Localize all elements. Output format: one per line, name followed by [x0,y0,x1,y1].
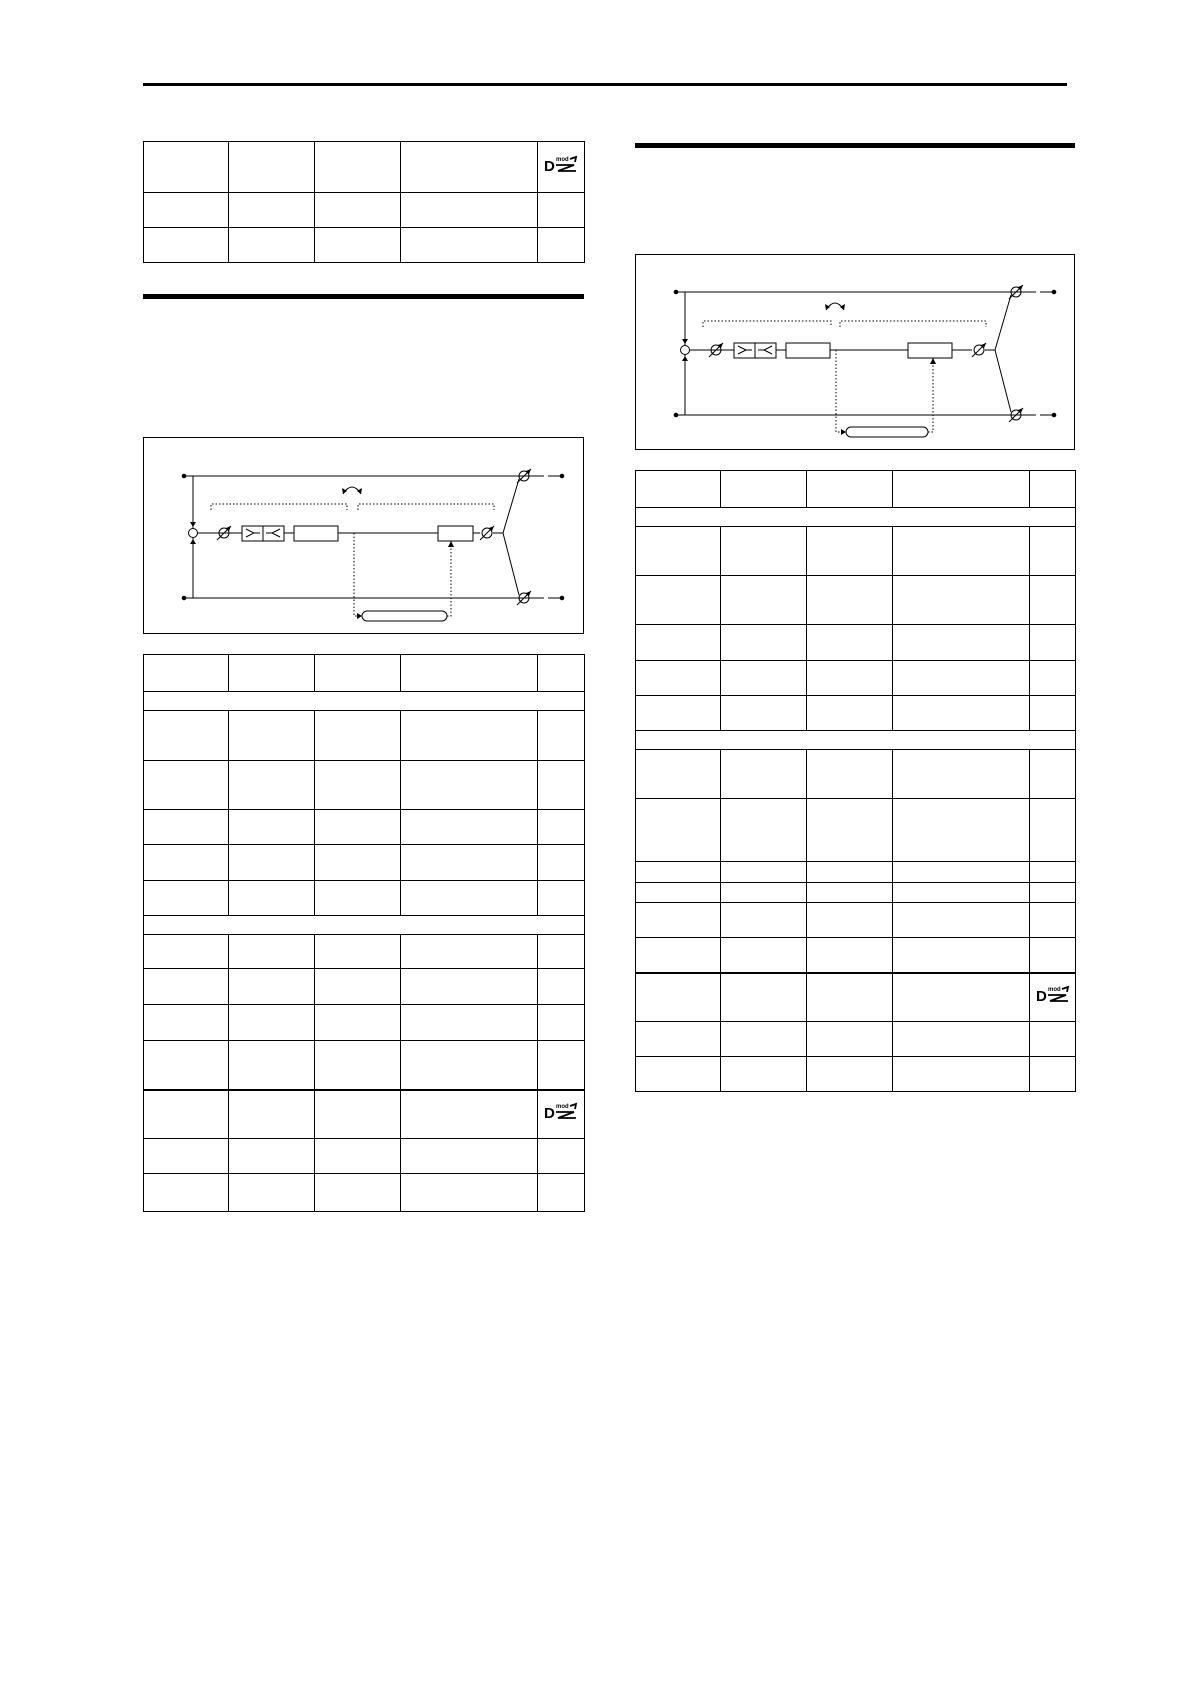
table-cell [401,1174,538,1212]
dmod-logo-d: D [544,157,555,175]
table-cell [401,881,538,916]
table-cell [144,969,229,1005]
table-cell [893,903,1030,938]
table-cell [538,711,585,761]
right-diagram-svg [636,255,1076,451]
table-cell [721,883,807,903]
table-cell [893,527,1030,576]
table-cell [315,228,401,263]
table-cell [807,883,893,903]
table-row [144,845,585,881]
right-section-rule [635,143,1075,148]
table-cell [721,696,807,731]
table-header-cell [229,655,315,692]
table-header-cell [807,471,893,508]
table-cell [229,1041,315,1090]
table-header-row [144,655,585,692]
table-section-label [636,731,1076,750]
table-cell [401,193,538,228]
table-cell [1030,1022,1076,1057]
table-header-cell [401,655,538,692]
table-cell [893,696,1030,731]
table-cell [144,935,229,969]
table-cell [636,938,721,973]
table-cell [401,935,538,969]
table-cell [538,761,585,810]
dmod-logo-d: D [544,1104,555,1122]
table-cell [893,1057,1030,1092]
table-cell [538,1139,585,1174]
table-cell [144,1005,229,1041]
table-cell [807,862,893,883]
table-cell [315,761,401,810]
table-cell [636,903,721,938]
table-cell [401,845,538,881]
table-cell [807,1022,893,1057]
table-cell [807,750,893,799]
table-row [144,810,585,845]
table-section-row [144,916,585,935]
page-header-rule [143,83,1067,86]
table-cell [807,625,893,661]
table-cell [721,973,807,1022]
table-header-cell [893,471,1030,508]
table-cell [144,1090,229,1139]
table-cell [807,696,893,731]
table-row [144,193,585,228]
table-header-cell [315,655,401,692]
table-cell [144,193,229,228]
dmod-logo-mod: mod [1047,986,1061,993]
table-cell [144,845,229,881]
dmod-logo-d: D [1035,987,1047,1005]
table-cell [315,1005,401,1041]
table-cell [144,142,229,193]
table-cell [636,527,721,576]
table-cell [144,711,229,761]
table-cell [229,1139,315,1174]
table-cell [315,142,401,193]
table-cell [315,193,401,228]
table-cell [538,881,585,916]
table-row [144,761,585,810]
table-cell [538,969,585,1005]
table-cell [1030,696,1076,731]
table-cell [721,1022,807,1057]
table-header-cell [144,655,229,692]
table-cell [315,881,401,916]
table-cell [1030,661,1076,696]
dmod-icon [1036,985,1070,1005]
table-cell [229,969,315,1005]
table-cell [893,576,1030,625]
table-cell [538,1174,585,1212]
table-cell [1030,862,1076,883]
table-cell [721,527,807,576]
table-cell [636,661,721,696]
table-cell [636,883,721,903]
table-cell [721,750,807,799]
table-row [636,862,1076,883]
table-row [144,881,585,916]
table-row [636,527,1076,576]
table-cell [315,1139,401,1174]
table-cell [636,625,721,661]
dmod-icon [544,1102,578,1122]
table-cell [401,1139,538,1174]
table-cell [636,799,721,862]
table-row [636,696,1076,731]
table-cell [807,799,893,862]
table-cell [807,661,893,696]
table-row [144,228,585,263]
table-cell [401,1041,538,1090]
table-cell [229,711,315,761]
table-cell [721,1057,807,1092]
table-cell [229,1005,315,1041]
table-cell [636,696,721,731]
table-cell [315,969,401,1005]
table-section-label [144,692,585,711]
table-cell [538,193,585,228]
table-cell [229,935,315,969]
table-cell [144,228,229,263]
table-cell [229,881,315,916]
table-cell [893,862,1030,883]
table-row [636,973,1076,1022]
table-cell [401,142,538,193]
table-cell [1030,973,1076,1022]
table-section-row [636,731,1076,750]
table-row [144,1041,585,1090]
table-cell [315,711,401,761]
table-cell [1030,903,1076,938]
table-row [144,711,585,761]
table-cell [229,761,315,810]
table-cell [229,845,315,881]
table-row [144,1139,585,1174]
table-cell [893,973,1030,1022]
table-cell [538,1090,585,1139]
table-section-label [144,916,585,935]
table-cell [144,761,229,810]
table-cell [721,903,807,938]
table-cell [893,938,1030,973]
table-cell [636,973,721,1022]
table-row [636,883,1076,903]
table-cell [538,845,585,881]
table-cell [893,799,1030,862]
table-header-cell [636,471,721,508]
table-cell [401,1005,538,1041]
table-row [636,938,1076,973]
table-cell [893,750,1030,799]
table-cell [721,661,807,696]
table-header-cell [538,655,585,692]
table-cell [807,903,893,938]
table-row [636,903,1076,938]
table-cell [229,810,315,845]
table-cell [315,935,401,969]
table-cell [315,810,401,845]
right-parameter-table [635,470,1076,1092]
table-row [144,935,585,969]
left-top-parameter-table [143,141,585,263]
table-cell [538,142,585,193]
table-cell [538,935,585,969]
table-cell [893,661,1030,696]
left-section-rule [143,294,584,299]
table-row [636,750,1076,799]
table-cell [144,1139,229,1174]
table-cell [1030,527,1076,576]
table-cell [636,750,721,799]
table-row [636,1022,1076,1057]
table-cell [1030,576,1076,625]
table-row [144,142,585,193]
table-cell [538,1041,585,1090]
table-cell [538,810,585,845]
table-cell [1030,750,1076,799]
table-row [144,1174,585,1212]
table-header-cell [721,471,807,508]
table-cell [315,845,401,881]
table-section-row [144,692,585,711]
table-cell [144,810,229,845]
table-cell [893,1022,1030,1057]
table-cell [636,862,721,883]
table-cell [315,1090,401,1139]
table-header-row [636,471,1076,508]
table-cell [721,938,807,973]
table-row [636,661,1076,696]
table-cell [538,1005,585,1041]
table-cell [1030,938,1076,973]
dmod-icon [544,155,578,175]
table-cell [229,1090,315,1139]
table-cell [401,1090,538,1139]
table-section-label [636,508,1076,527]
table-cell [315,1174,401,1212]
table-row [636,799,1076,862]
right-effect-block-diagram [635,254,1075,450]
table-cell [401,711,538,761]
table-cell [1030,1057,1076,1092]
table-cell [229,142,315,193]
table-cell [229,1174,315,1212]
table-cell [636,576,721,625]
table-cell [807,527,893,576]
table-cell [807,938,893,973]
table-cell [721,576,807,625]
table-cell [721,862,807,883]
table-cell [893,883,1030,903]
table-cell [807,576,893,625]
table-cell [721,625,807,661]
table-cell [1030,883,1076,903]
table-row [144,1005,585,1041]
table-row [636,576,1076,625]
table-cell [144,881,229,916]
table-cell [401,761,538,810]
table-row [636,1057,1076,1092]
table-cell [1030,625,1076,661]
table-cell [401,810,538,845]
table-cell [229,193,315,228]
table-cell [893,625,1030,661]
table-cell [401,969,538,1005]
table-cell [315,1041,401,1090]
table-cell [538,228,585,263]
table-row [144,1090,585,1139]
table-header-cell [1030,471,1076,508]
left-effect-block-diagram [143,437,584,634]
table-cell [1030,799,1076,862]
table-row [636,625,1076,661]
table-cell [144,1041,229,1090]
dmod-logo-mod: mod [556,156,569,163]
table-cell [144,1174,229,1212]
dmod-logo-mod: mod [556,1103,569,1110]
table-cell [721,799,807,862]
table-section-row [636,508,1076,527]
table-row [144,969,585,1005]
table-cell [636,1022,721,1057]
table-cell [807,973,893,1022]
table-cell [636,1057,721,1092]
table-cell [807,1057,893,1092]
table-cell [401,228,538,263]
table-cell [229,228,315,263]
left-parameter-table [143,654,585,1212]
left-diagram-svg [144,438,585,635]
